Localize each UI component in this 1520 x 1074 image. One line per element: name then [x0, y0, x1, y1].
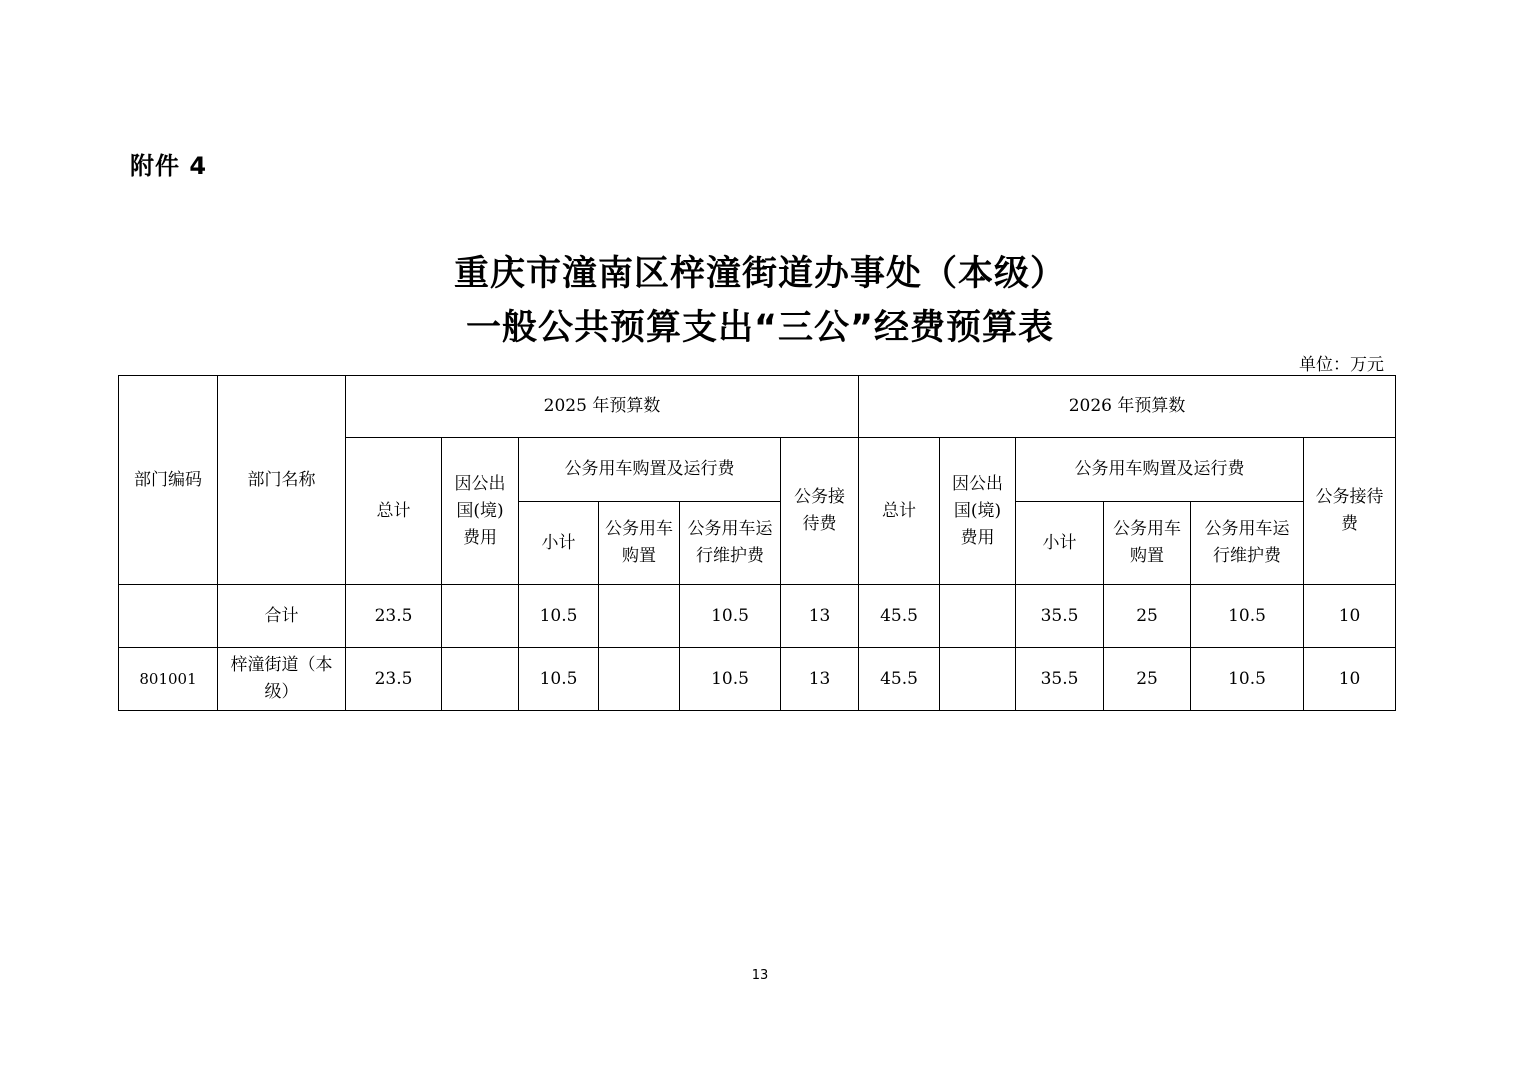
dept-code-cell — [119, 585, 218, 648]
table-row-total — [119, 585, 1396, 648]
header-2025-reception: 公务接待费 — [781, 438, 859, 585]
2025-reception-cell: 13 — [781, 585, 859, 648]
document-title-line2: 一般公共预算支出“三公”经费预算表 — [465, 308, 1054, 348]
unit-label: 单位：万元 — [1299, 355, 1384, 375]
header-2026-vehicle-purchase: 公务用车购置 — [1104, 502, 1191, 585]
2026-purchase-cell: 25 — [1104, 585, 1191, 648]
header-2025-total: 总计 — [346, 438, 442, 585]
page-number: 13 — [751, 968, 769, 983]
2026-maintenance-cell: 10.5 — [1191, 648, 1304, 711]
header-2025-vehicle-maintenance: 公务用车运行维护费 — [680, 502, 781, 585]
header-2025-vehicle-group: 公务用车购置及运行费 — [519, 438, 781, 502]
2026-abroad-cell — [940, 585, 1016, 648]
2026-total-cell: 45.5 — [859, 585, 940, 648]
2026-abroad-cell — [940, 648, 1016, 711]
2026-purchase-cell: 25 — [1104, 648, 1191, 711]
dept-name-cell: 梓潼街道（本级） — [218, 648, 346, 711]
header-2026-vehicle-group: 公务用车购置及运行费 — [1016, 438, 1304, 502]
2026-subtotal-cell: 35.5 — [1016, 585, 1104, 648]
header-dept-code: 部门编码 — [119, 376, 218, 585]
header-year-2025: 2025 年预算数 — [346, 376, 859, 438]
header-row-years — [119, 376, 1396, 438]
document-title-line1: 重庆市潼南区梓潼街道办事处（本级） — [453, 254, 1066, 294]
header-2026-total: 总计 — [859, 438, 940, 585]
attachment-label: 附件 4 — [130, 152, 208, 180]
2025-subtotal-cell: 10.5 — [519, 648, 599, 711]
2025-maintenance-cell: 10.5 — [680, 648, 781, 711]
2025-maintenance-cell: 10.5 — [680, 585, 781, 648]
header-2026-reception: 公务接待费 — [1304, 438, 1396, 585]
header-year-2026: 2026 年预算数 — [859, 376, 1396, 438]
header-dept-name: 部门名称 — [218, 376, 346, 585]
budget-table — [118, 375, 1396, 711]
2025-subtotal-cell: 10.5 — [519, 585, 599, 648]
2025-purchase-cell — [599, 585, 680, 648]
header-2025-vehicle-purchase: 公务用车购置 — [599, 502, 680, 585]
2026-reception-cell: 10 — [1304, 585, 1396, 648]
2026-maintenance-cell: 10.5 — [1191, 585, 1304, 648]
2025-abroad-cell — [442, 648, 519, 711]
2026-reception-cell: 10 — [1304, 648, 1396, 711]
2025-total-cell: 23.5 — [346, 585, 442, 648]
header-2025-abroad: 因公出国(境)费用 — [442, 438, 519, 585]
header-2026-subtotal: 小计 — [1016, 502, 1104, 585]
dept-code-cell: 801001 — [119, 648, 218, 711]
header-2025-subtotal: 小计 — [519, 502, 599, 585]
2025-reception-cell: 13 — [781, 648, 859, 711]
2026-total-cell: 45.5 — [859, 648, 940, 711]
2025-abroad-cell — [442, 585, 519, 648]
table-row-dept — [119, 648, 1396, 711]
header-2026-vehicle-maintenance: 公务用车运行维护费 — [1191, 502, 1304, 585]
dept-name-cell: 合计 — [218, 585, 346, 648]
2025-total-cell: 23.5 — [346, 648, 442, 711]
header-2026-abroad: 因公出国(境)费用 — [940, 438, 1016, 585]
2025-purchase-cell — [599, 648, 680, 711]
2026-subtotal-cell: 35.5 — [1016, 648, 1104, 711]
